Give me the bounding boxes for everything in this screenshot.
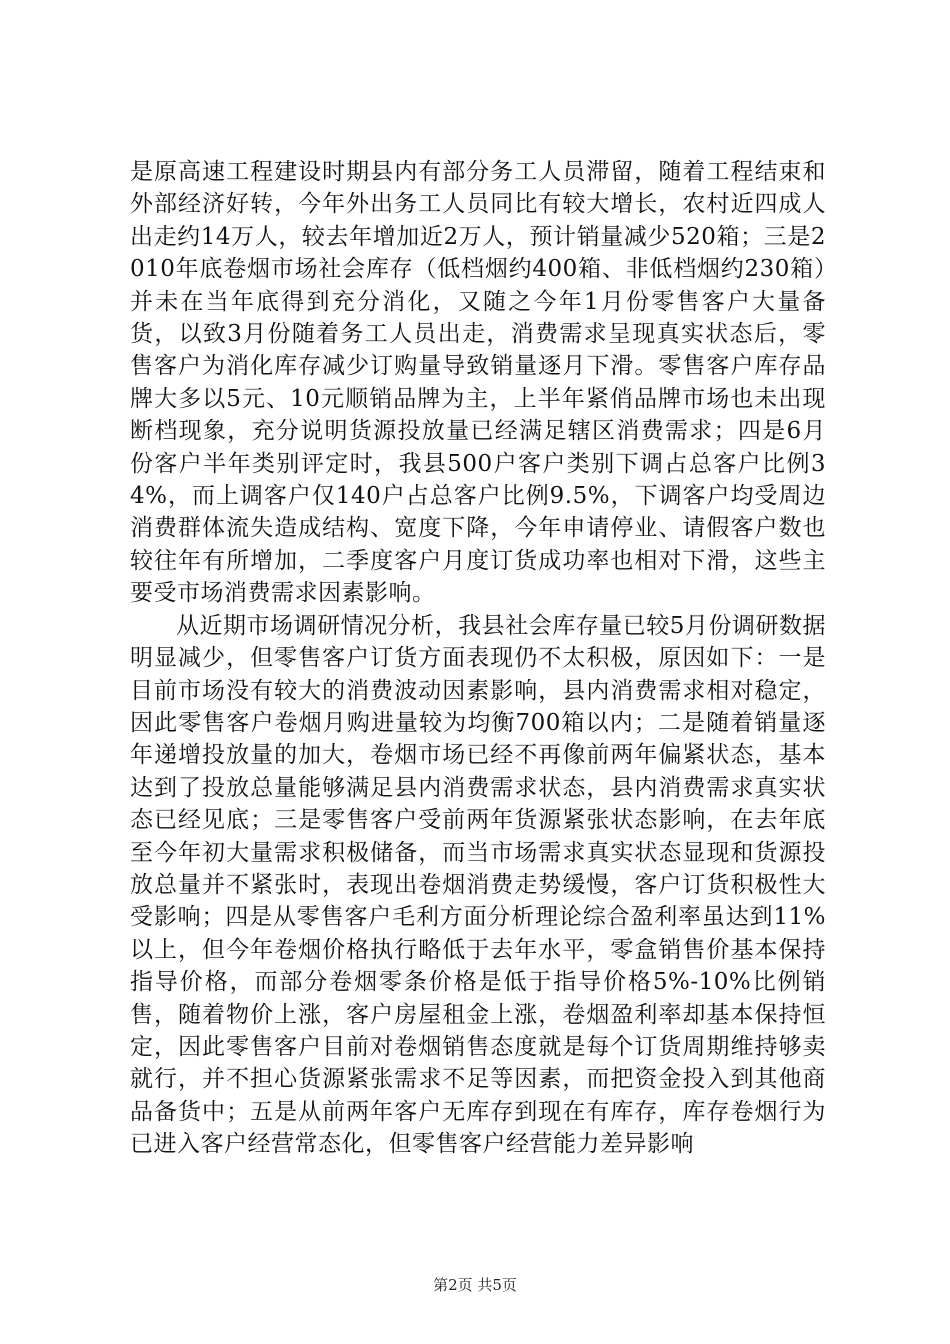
document-body — [130, 156, 826, 1161]
paragraph-market-research: 从近期市场调研情况分析，我县社会库存量已较5月份调研数据明显减少，但零售客户订货方面表现仍不太积极，原因如下：一是目前市场没有较大的消费波动因素影响，县内消费需求相对稳定，因此零售客户卷烟月购进量较为均衡700箱以内；二是随着销量逐年递增投放量的加大，卷烟市场已经不再像前两年偏紧状态，基本达到了投放总量能够满足县内消费需求状态，县内消费需求真实状态已经见底；三是零售客户受前两年货源紧张状态影响，在去年底至今年初大量需求积极储备，而当市场需求真实状态显现和货源投放总量并不紧张时，表现出卷烟消费走势缓慢，客户订货积极性大受影响；四是从零售客户毛利方面分析理论综合盈利率虽达到11%以上，但今年卷烟价格执行略低于去年水平，零盒销售价基本保持指导价格，而部分卷烟零条价格是低于指导价格5%-10%比例销售，随着物价上涨，客户房屋租金上涨，卷烟盈利率却基本保持恒定，因此零售客户目前对卷烟销售态度就是每个订货周期维持够卖就行，并不担心货源紧张需求不足等因素，而把资金投入到其他商品备货中；五是从前两年客户无库存到现在有库存，库存卷烟行为已进入客户经营常态化，但零售客户经营能力差异影响 — [130, 612, 826, 1158]
page-footer: 第2页 共5页 — [433, 1276, 517, 1294]
paragraph-continued: 是原高速工程建设时期县内有部分务工人员滞留，随着工程结束和外部经济好转，今年外出务工人员同比有较大增长，农村近四成人出走约14万人，较去年增加近2万人，预计销量减少520箱；三是2010年底卷烟市场社会库存（低档烟约400箱、非低档烟约230箱）并未在当年底得到充分消化，又随之今年1月份零售客户大量备货，以致3月份随着务工人员出走，消费需求呈现真实状态后，零售客户为消化库存减少订购量导致销量逐月下滑。零售客户库存品牌大多以5元、10元顺销品牌为主，上半年紧俏品牌市场也未出现断档现象，充分说明货源投放量已经满足辖区消费需求；四是6月份客户半年类别评定时，我县500户客户类别下调占总客户比例34%，而上调客户仅140户占总客户比例9.5%，下调客户均受周边消费群体流失造成结构、宽度下降，今年申请停业、请假客户数也较往年有所增加，二季度客户月度订货成功率也相对下滑，这些主要受市场消费需求因素影响。 — [130, 159, 826, 607]
